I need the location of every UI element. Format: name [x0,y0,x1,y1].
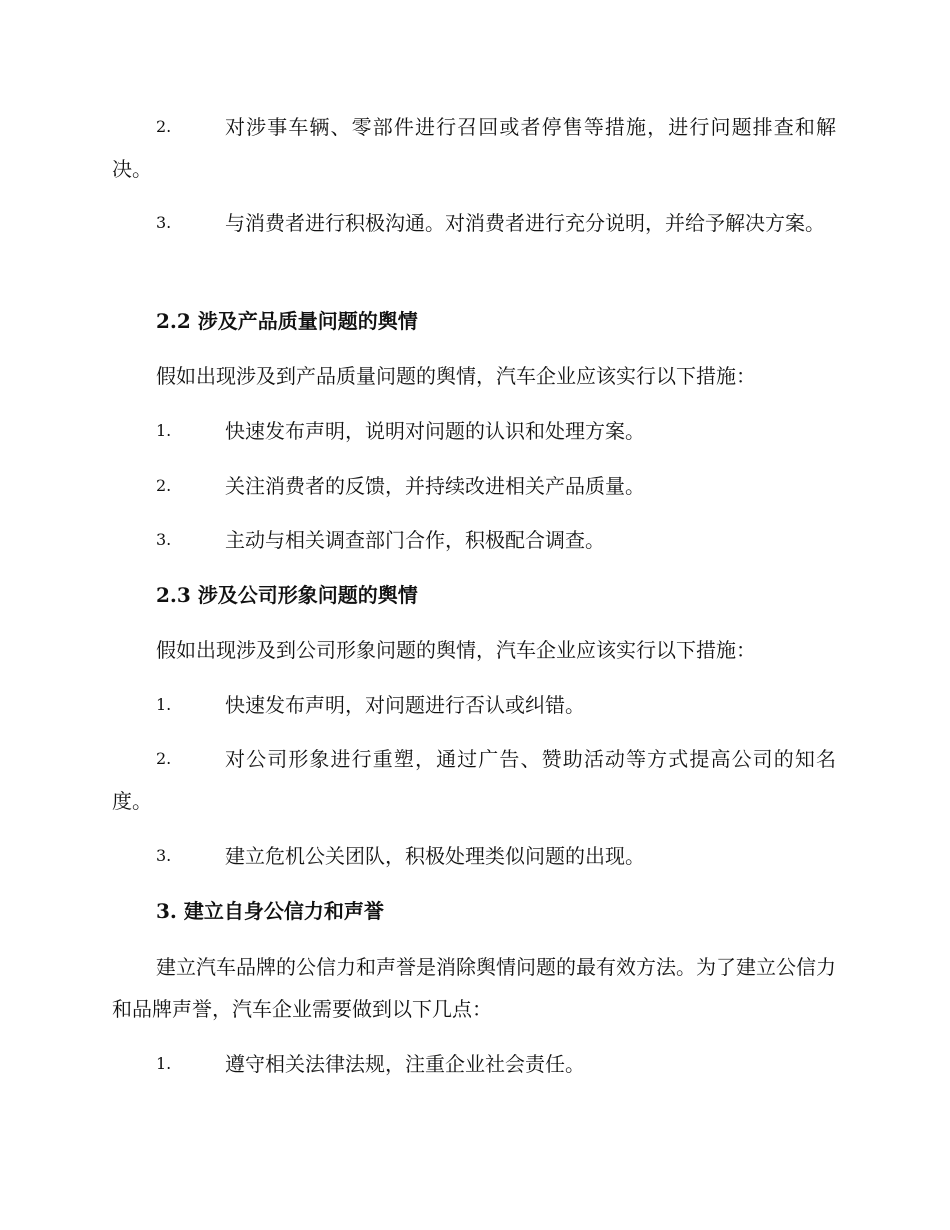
list-number: 3. [156,530,172,549]
list-item [112,835,836,877]
list-number: 1. [156,1054,172,1073]
list-text: 主动与相关调查部门合作，积极配合调查。 [225,528,605,552]
list-item [112,106,836,190]
list-text: 遵守相关法律法规，注重企业社会责任。 [225,1052,585,1076]
list-item [112,519,836,561]
list-number: 3. [156,213,172,232]
list-item [112,738,836,822]
list-number: 2. [156,117,172,136]
list-item [112,465,836,507]
list-number: 1. [156,695,172,714]
section-heading: 2.2 涉及产品质量问题的舆情 [156,309,418,333]
section-heading: 2.3 涉及公司形象问题的舆情 [156,583,418,607]
list-number: 3. [156,846,172,865]
list-number: 2. [156,476,172,495]
list-text: 快速发布声明，说明对问题的认识和处理方案。 [225,419,645,443]
list-text: 对涉事车辆、零部件进行召回或者停售等措施，进行问题排查和解决。 [112,115,836,181]
list-item [112,410,836,452]
list-text: 快速发布声明，对问题进行否认或纠错。 [225,693,585,717]
list-text: 关注消费者的反馈，并持续改进相关产品质量。 [225,474,645,498]
section-heading: 3. 建立自身公信力和声誉 [156,899,384,923]
paragraph: 假如出现涉及到产品质量问题的舆情，汽车企业应该实行以下措施： [156,364,756,388]
list-text: 与消费者进行积极沟通。对消费者进行充分说明，并给予解决方案。 [225,211,825,235]
list-number: 1. [156,421,172,440]
list-text: 对公司形象进行重塑，通过广告、赞助活动等方式提高公司的知名度。 [112,747,836,813]
list-item [112,202,836,244]
list-number: 2. [156,749,172,768]
paragraph: 建立汽车品牌的公信力和声誉是消除舆情问题的最有效方法。为了建立公信力和品牌声誉，汽车企业需要做到以下几点： [112,955,836,1021]
list-text: 建立危机公关团队，积极处理类似问题的出现。 [225,844,645,868]
paragraph: 假如出现涉及到公司形象问题的舆情，汽车企业应该实行以下措施： [156,638,756,662]
list-item [112,684,836,726]
list-item [112,1043,836,1085]
